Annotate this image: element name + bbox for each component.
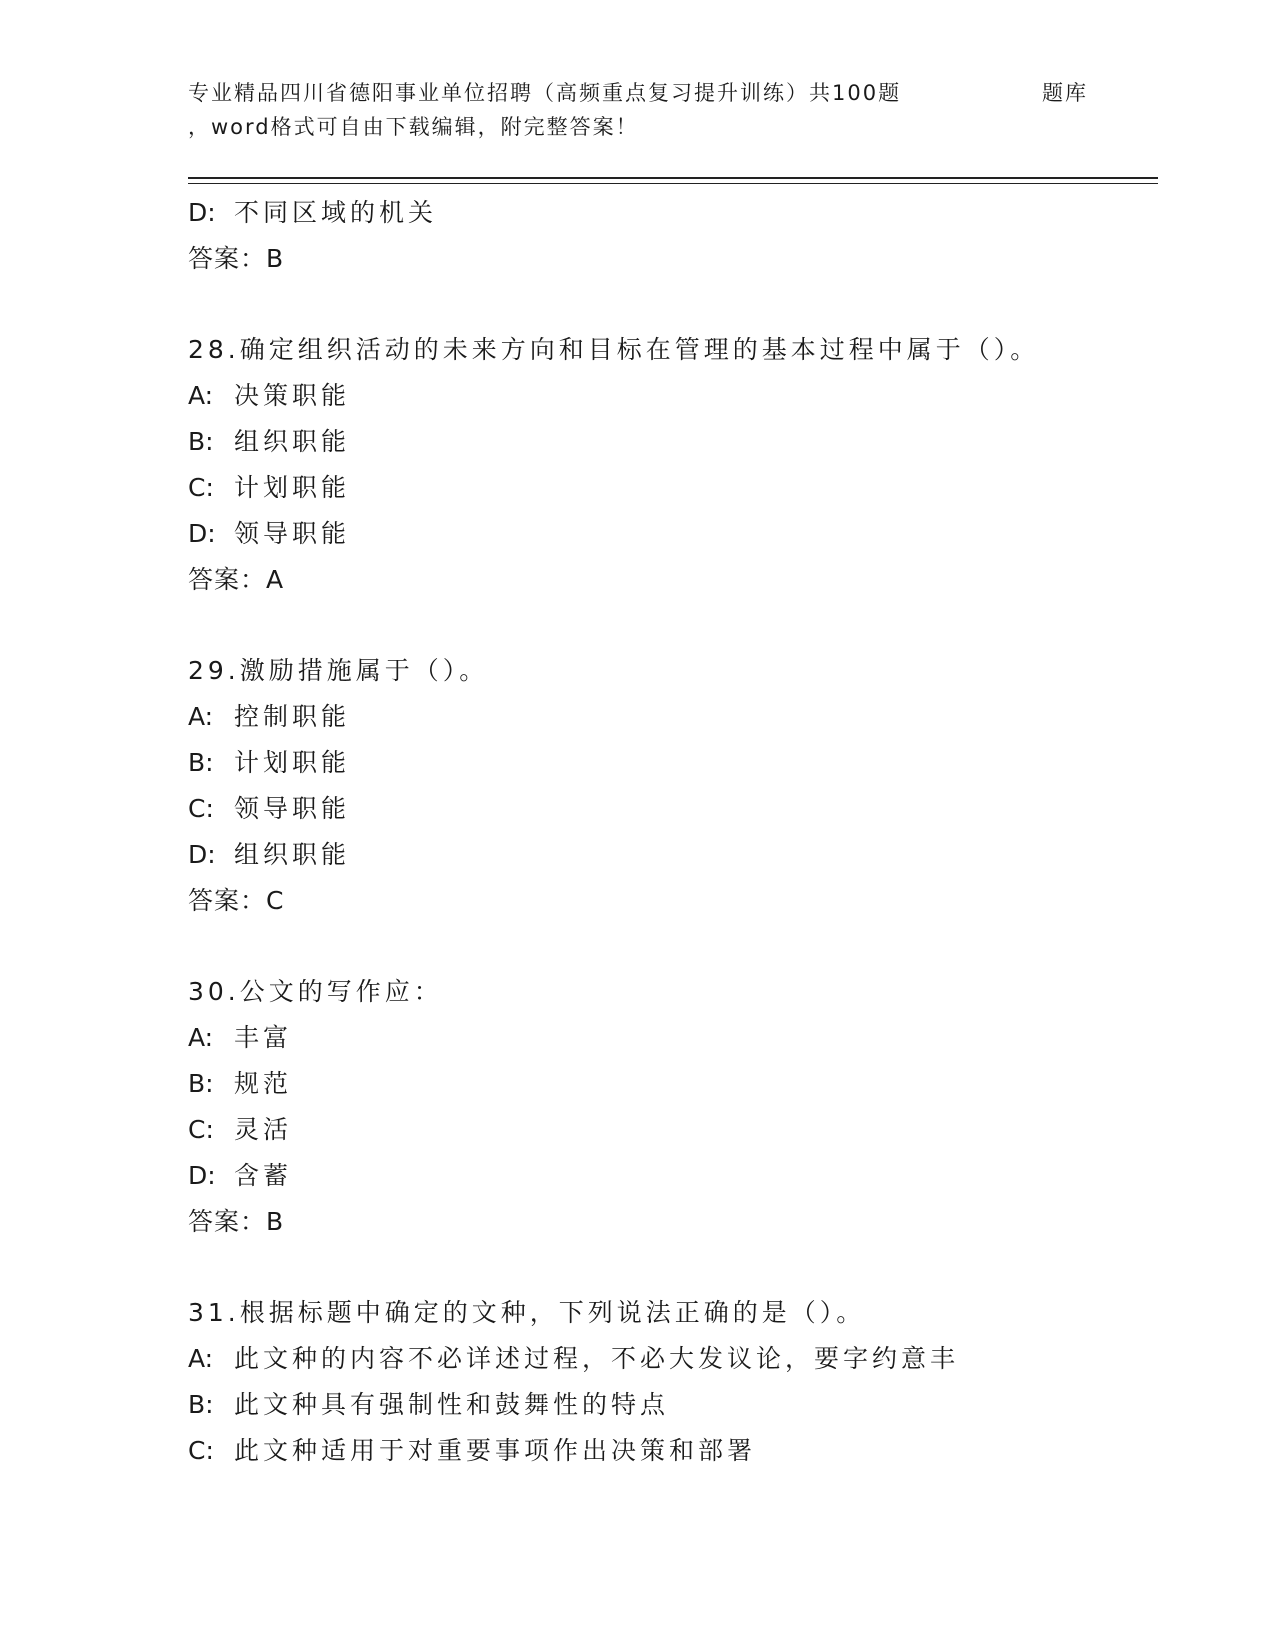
option-a [188,1015,1168,1061]
answer: 答案：B [188,244,285,273]
option-d [188,190,1168,236]
option-label: A: [188,702,214,731]
option-a [188,694,1168,740]
spacer [188,1245,1168,1290]
option-label: B: [188,1069,214,1098]
question-text: 29.激励措施属于（）。 [188,656,489,685]
option-label: D: [188,198,216,227]
option-text: 组织职能 [234,427,351,456]
option-c [188,1428,1168,1474]
spacer [188,603,1168,648]
header-title: 专业精品四川省德阳事业单位招聘（高频重点复习提升训练）共100题 [188,81,902,105]
option-d [188,1153,1168,1199]
option-label: A: [188,1344,214,1373]
question-block [188,327,1168,603]
option-c [188,1107,1168,1153]
option-label: D: [188,840,216,869]
option-b [188,1382,1168,1428]
option-text: 含蓄 [234,1161,293,1190]
option-text: 领导职能 [234,519,351,548]
option-a [188,1336,1168,1382]
option-label: C: [188,1436,214,1465]
option-text: 规范 [234,1069,293,1098]
question-block [188,190,1168,282]
option-a [188,373,1168,419]
option-label: C: [188,1115,214,1144]
option-text: 领导职能 [234,794,351,823]
option-label: A: [188,1023,214,1052]
option-label: B: [188,1390,214,1419]
option-label: C: [188,794,214,823]
question-text: 28.确定组织活动的未来方向和目标在管理的基本过程中属于（）。 [188,335,1040,364]
option-c [188,465,1168,511]
option-b [188,419,1168,465]
option-text: 灵活 [234,1115,293,1144]
option-label: D: [188,1161,216,1190]
option-text: 不同区域的机关 [234,198,438,227]
document-header [188,76,1158,144]
option-d [188,832,1168,878]
option-b [188,740,1168,786]
spacer [188,282,1168,327]
option-label: D: [188,519,216,548]
option-label: C: [188,473,214,502]
option-label: B: [188,427,214,456]
option-text: 此文种具有强制性和鼓舞性的特点 [234,1390,670,1419]
question-block [188,1290,1168,1474]
option-c [188,786,1168,832]
question-text: 30.公文的写作应： [188,977,443,1006]
answer: 答案：A [188,565,285,594]
header-subtitle: ，word格式可自由下载编辑，附完整答案！ [188,115,639,139]
spacer [188,924,1168,969]
answer: 答案：B [188,1207,285,1236]
question-block [188,969,1168,1245]
option-d [188,511,1168,557]
answer: 答案：C [188,886,285,915]
question-text: 31.根据标题中确定的文种，下列说法正确的是（）。 [188,1298,866,1327]
option-b [188,1061,1168,1107]
question-list [188,190,1168,1474]
option-text: 丰富 [234,1023,293,1052]
header-title-row [188,76,1088,110]
option-text: 计划职能 [234,748,351,777]
option-text: 此文种适用于对重要事项作出决策和部署 [234,1436,757,1465]
header-divider-thick [188,177,1158,179]
header-tag: 题库 [1042,81,1088,105]
option-label: B: [188,748,214,777]
option-text: 控制职能 [234,702,351,731]
header-divider-thin [188,183,1158,184]
option-text: 计划职能 [234,473,351,502]
option-text: 组织职能 [234,840,351,869]
option-text: 决策职能 [234,381,351,410]
option-text: 此文种的内容不必详述过程，不必大发议论，要字约意丰 [234,1344,960,1373]
option-label: A: [188,381,214,410]
question-block [188,648,1168,924]
